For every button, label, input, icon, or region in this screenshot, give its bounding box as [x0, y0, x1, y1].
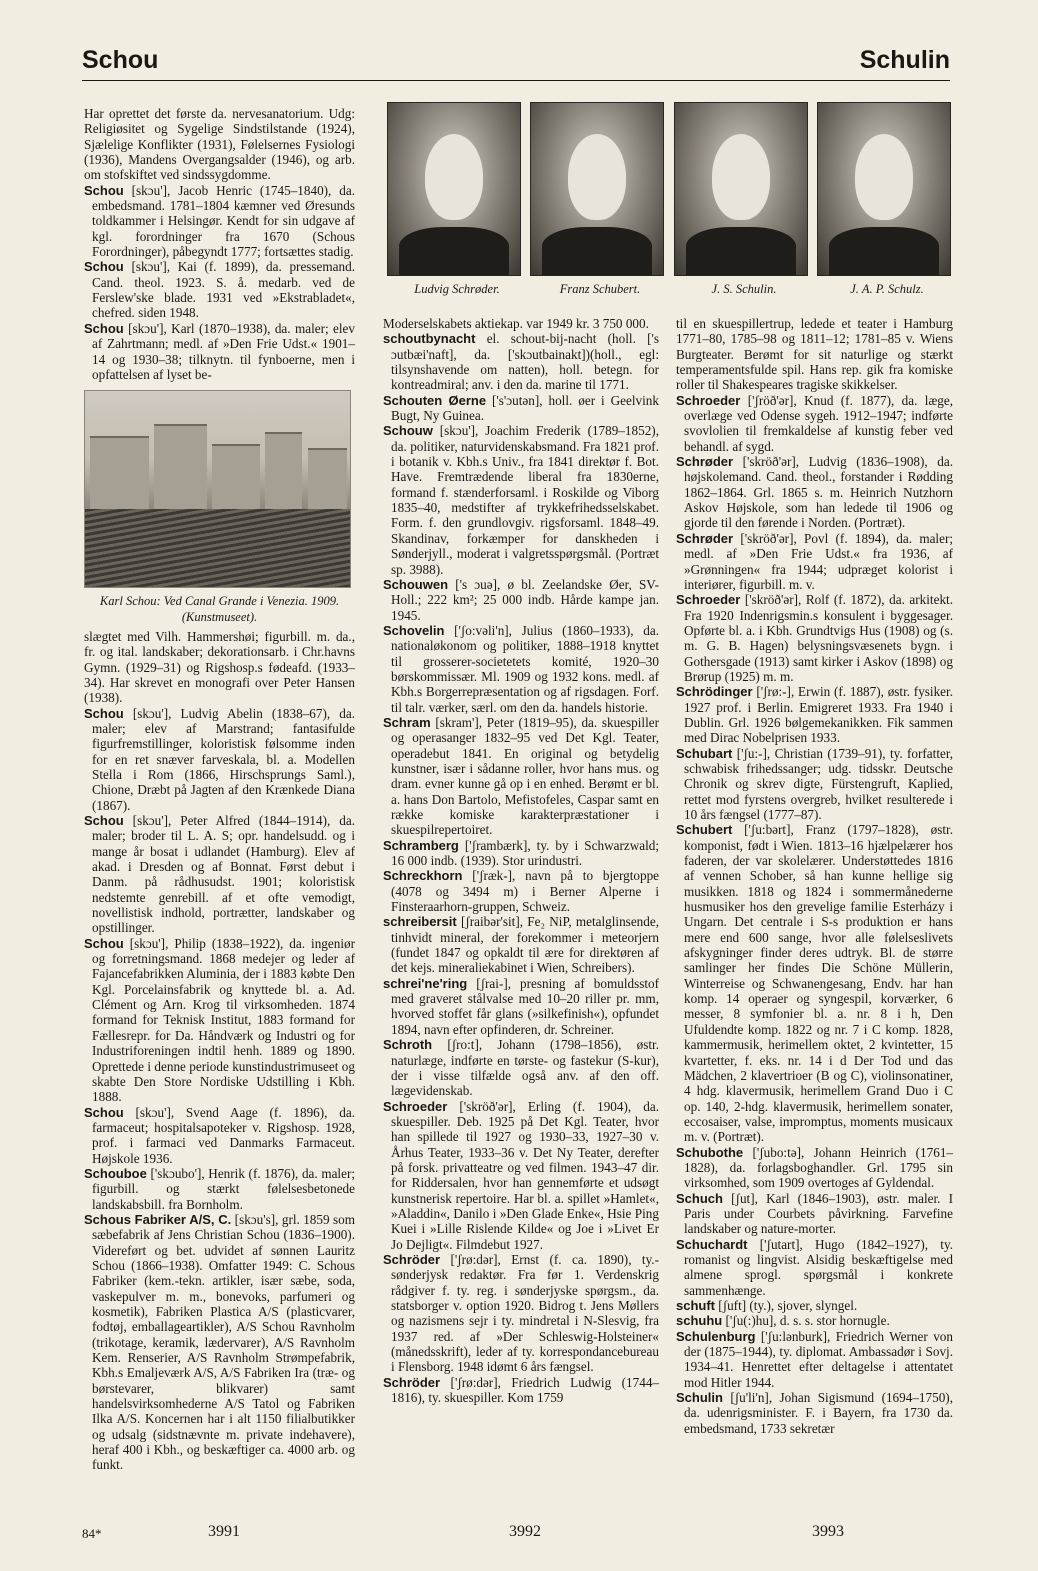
- entry-text: [ʃrai-], presning af bomuldsstof med graveret stålvalse med 10–20 riller pr. mm, hvorved stoffet får glans (»silkefinish«), opfundet 1894, navn efter opfinderen, dr. Schreiner.: [391, 975, 659, 1037]
- dictionary-entry: [383, 1375, 659, 1406]
- dictionary-entry: [84, 1212, 355, 1473]
- entry-headword: Schubothe: [676, 1144, 744, 1160]
- painting-caption: Karl Schou: Ved Canal Grande i Venezia. 1909. (Kunstmuseet).: [99, 594, 340, 624]
- entry-headword: Schou: [84, 935, 124, 951]
- signature-mark: 84*: [82, 1526, 102, 1541]
- entry-headword: Schuch: [676, 1190, 723, 1206]
- dictionary-entry: [676, 822, 953, 1144]
- entry-text: [skɔu'], Joachim Frederik (1789–1852), da. politiker, naturvidenskabsmand. Fra 1821 prof. i botanik v. Kbh.s Univ., fra 1841 direktør f. Bot. Have. Fremtrædende liberal fra 1830erne, formand f. stænderforsaml. i Roskilde og Viborg 1835–40, medstifter af trykkefrihedsselskabet. Form. f. den grundlovgiv. rigsforsaml. 1848–49. Skandinav, forkæmper for danskheden i Sønderjyll., moderat i valgretsspørgsmål. (Portræt sp. 3988).: [391, 423, 659, 577]
- entry-headword: schoutbynacht: [383, 331, 476, 347]
- entry-text: ['ʃu:-], Christian (1739–91), ty. forfatter, schwabisk frihedssanger; udg. tidsskr. Deutsche Chronik og skrev digte, Fürstengruft, Kaplied, rettet mod fyrstens overgreb, hvilket resulterede i 10 års fængsel (1777–87).: [684, 745, 954, 822]
- dictionary-entry: [676, 316, 953, 393]
- entry-headword: Schramberg: [383, 837, 459, 853]
- entry-text: ['ʃrambærk], ty. by i Schwarzwald; 16 000 indb. (1939). Stor urindustri.: [391, 837, 659, 869]
- entry-text: [skɔu'], Karl (1870–1938), da. maler; elev af Zahrtmann; medl. af »Den Frie Udst.« 1901–14 og 1930–38; tilknytn. til fynboerne, men i opfattelsen af lyset be-: [92, 320, 355, 382]
- entry-text: ['skröð'ər], Povl (f. 1894), da. maler; medl. af »Den Frie Udst.« fra 1936, af »Grønningen« fra 1944; udpræget kolorist i interiører, figurbill. m. v.: [684, 530, 953, 592]
- portrait-caption: Franz Schubert.: [559, 282, 641, 296]
- entry-headword: Schous Fabriker A/S, C.: [84, 1211, 232, 1227]
- entry-headword: Schou: [84, 1104, 124, 1120]
- entry-text: [skɔu's], grl. 1859 som sæbefabrik af Jens Christian Schou (1836–1900). Videreført og bet. udvidet af sønnen Lauritz Schou (1866–1938). Omfatter 1949: C. Schous Fabriker (kem.-tekn. artikler, især sæbe, soda, vaskepulver m. m., bonevoks, parfumeri og kosmetik), Fabriken Plastica A/S (plasticvarer, fodtøj, emballageartikler), A/S Schou Ravnholm (trikotage, keramik, lædervarer), A/S Ravnholm Kem. Renserier, A/S Ravnholm Strømpefabrik, Kbh.s Emaljeværk A/S, A/S Fabriken Ira (træ- og børstevarer, blikvarer) samt handelsvirksomhederne A/S Tatol og Fabriken Ilka A/S. Koncernen har i alt 1150 filialbutikker og udsalg (sidstnævnte m. private indehavere), heraf 400 i Kbh., og beskæftiger ca. 4000 arb. og funkt.: [92, 1211, 355, 1473]
- entry-text: ['ʃubo:tə], Johann Heinrich (1761–1828), da. forlagsboghandler. Grl. 1795 sin virksomhed, som 1909 overtoges af Gyldendal.: [684, 1144, 954, 1191]
- dictionary-entry: [676, 531, 953, 592]
- header-rule: [82, 80, 950, 81]
- entry-text: Har oprettet det første da. nervesanatorium. Udg: Religiøsitet og Sygelige Sindstilstande (1924), Sjælelige Konflikter (1931), Følelsernes Fysiologi (1936), Mandens Overgangsalder (1946), og arb. om stofskiftet ved sindssygdomme.: [84, 106, 355, 183]
- entry-text: ['skɔubo'], Henrik (f. 1876), da. maler; figurbill. og stærkt følelsesbetonede landskabsbill. fra Bornholm.: [92, 1165, 356, 1212]
- entry-text: [skɔu'], Kai (f. 1899), da. pressemand. Cand. theol. 1923. S. å. medarb. ved de Ferslew'ske blade. 1931 ved »Ekstrabladet«, chefred. siden 1948.: [92, 259, 356, 321]
- entry-headword: Schouwen: [383, 576, 449, 592]
- dictionary-entry: [676, 1191, 953, 1237]
- dictionary-entry: [84, 259, 355, 320]
- entry-headword: Schrøder: [676, 530, 734, 546]
- entry-text: ['skröð'ər], Erling (f. 1904), da. skuespiller. Deb. 1925 på Det Kgl. Teater, hvor han spillede til 1927 og 1930–33, 1927–30 v. Århus Teater, 1933–36 v. Det Ny Teater, derefter på forsk. privatteatre og ved filmen. 1943–47 dir. for Riddersalen, hvor han gennemførte et udsøgt kunstnerisk repertoire. Har bl. a. spillet »Hamlet«, »Aladdin«, Danilo i »Den Glade Enke«, Hsie Ping Kuei i »Lille Rislende Kilde« og Joe i »Livet Er Jo Dejligt«. Filmdebut 1927.: [391, 1098, 660, 1252]
- dictionary-entry: [676, 1298, 953, 1313]
- entry-headword: Schroeder: [676, 592, 741, 608]
- dictionary-entry: [676, 684, 953, 745]
- dictionary-entry: [84, 629, 355, 706]
- portrait-schulz: [817, 102, 951, 276]
- portrait-schulin: [674, 102, 808, 276]
- entry-text: ['ʃröð'ər], Knud (f. 1877), da. læge, overlæge ved Odense sygeh. 1912–1947; indførte svovlolien til fremkaldelse af kunstig feber ved behandl. af sygd.: [684, 392, 953, 454]
- entry-headword: Schröder: [383, 1251, 441, 1267]
- entry-text: [ʃraibər'sit], Fe₂ NiP, metalglinsende, tinhvidt mineral, der forekommer i meteorjern (fundet 1847 og opkaldt til ære for direktøren af det kejs. mineraliekabinet i Wien, Schreibers).: [391, 914, 660, 976]
- entry-text: ['s ɔuə], ø bl. Zeelandske Øer, SV-Holl.; 222 km²; 25 000 indb. Hårde kampe jan. 1945.: [391, 576, 659, 623]
- dictionary-entry: [84, 1166, 355, 1212]
- entry-text: ['ʃrø:-], Erwin (f. 1887), østr. fysiker. 1927 prof. i Berlin. Emigreret 1933. Fra 1940 i Dublin. Grl. 1926 bølgemekanikken. Fik sammen med Dirac Nobelprisen 1933.: [684, 684, 953, 746]
- running-head-left: Schou: [82, 46, 159, 74]
- entry-headword: Schreckhorn: [383, 868, 463, 884]
- entry-headword: Schouten Øerne: [383, 392, 487, 408]
- dictionary-entry: [676, 1313, 953, 1328]
- entry-headword: schrei'ne'ring: [383, 975, 468, 991]
- dictionary-entry: [676, 1145, 953, 1191]
- entry-headword: Schroeder: [676, 392, 741, 408]
- dictionary-entry: [84, 106, 355, 183]
- column-1-entries-bottom: [84, 629, 355, 1473]
- entry-text: til en skuespillertrup, ledede et teater i Hamburg 1771–80, 1785–98 og 1811–12; 1781–85 v. Wiens Burgteater. Berømt for sit naturlige og stærkt temperamentsfulde spil. Hans rep. gik fra komiske roller til Shakespeares tragiske skikkelser.: [676, 316, 953, 393]
- column-1: [84, 106, 355, 1473]
- entry-text: ['ʃo:vəli'n], Julius (1860–1933), da. nationaløkonom og politiker, 1888–1918 knyttet til grosserer-societetets komité, 1920–30 børskommissær. Ml. 1909 og 1932 kons. medl. af Kbh.s Borgerrepræsentation og af rigsdagen. Forf. til talr. værker, særl. om den da. handels historie.: [391, 622, 660, 715]
- entry-text: [ʃro:t], Johann (1798–1856), østr. naturlæge, indførte en tørste- og fastekur (S-kur), der i visse tilfælde også anv. af den off. lægevidenskab.: [391, 1037, 660, 1099]
- dictionary-entry: [383, 715, 659, 838]
- dictionary-entry: [383, 976, 659, 1037]
- entry-text: ['skröð'ər], Ludvig (1836–1908), da. højskolemand. Cand. theol., forstander i Rødding 1862–1864. Grl. 1865 s. m. Heinrich Nutzhorn Askov Højskole, som han ledede til 1906 og gjorde til den førende i Norden. (Portræt).: [684, 454, 953, 531]
- entry-text: ['ʃutart], Hugo (1842–1927), ty. romanist og lingvist. Alsidig beskæftigelse med almene sprogl. spørgsmål i konkrete sammenhænge.: [684, 1236, 953, 1298]
- dictionary-entry: [383, 868, 659, 914]
- entry-headword: Schulenburg: [676, 1328, 756, 1344]
- column-2: [383, 316, 659, 1405]
- dictionary-entry: [84, 936, 355, 1105]
- entry-text: ['s'ɔutən], holl. øer i Geelvink Bugt, Ny Guinea.: [391, 392, 659, 424]
- entry-text: ['ʃu:bərt], Franz (1797–1828), østr. komponist, født i Wien. 1813–16 hjælpelærer hos faderen, der var skolelærer. Understøttedes 1816 af vennen Schober, så han kunne hellige sig musikken. 1818 og 1824 i sommermånederne husmusiker hos den grevelige familie Esterházy i Ungarn. Det centrale i S-s produktion er hans mere end 600 sange, hvor alle følelseslivets afskygninger finder deres udtryk. Bl. de større samlinger her findes Die Schöne Müllerin, Winterreise og Schwanengesang, Endv. har han komp. 14 operaer og syngespil, korværker, 6 messer, 8 symfonier bl. a. nr. 8 i h, Den Ufuldendte komp. 1822 og nr. 7 i C komp. 1828, kammermusik, herimellem oktet, 2 kvintetter, 15 kvartetter, f. eks. nr. 14 i d Der Tod und das Mädchen, 2 klavertrioer (B og C), violinsonatiner, 4 hdg. klavermusik, herimellem Grand Duo i C op. 140, 2-hdg. klavermusik, herimellem sonater, eccosaiser, valse, impromptus, moments musicaux m. v. (Portræt).: [684, 822, 953, 1145]
- entry-headword: Schouboe: [84, 1165, 147, 1181]
- painting-image: [84, 390, 351, 588]
- entry-headword: Schulin: [676, 1390, 723, 1406]
- entry-headword: Schubert: [676, 822, 733, 838]
- page-number: 3992: [509, 1523, 541, 1540]
- page-number: 3993: [812, 1523, 844, 1540]
- dictionary-entry: [676, 1237, 953, 1298]
- dictionary-entry: [383, 423, 659, 576]
- dictionary-entry: [383, 1099, 659, 1252]
- entry-text: ['ʃræk-], navn på to bjergtoppe (4078 og 3494 m) i Berner Alperne i Finsteraarhorn-gruppen, Schweiz.: [391, 868, 660, 915]
- dictionary-entry: [383, 393, 659, 424]
- dictionary-entry: [383, 331, 659, 392]
- entry-text: ['skröð'ər], Rolf (f. 1872), da. arkitekt. Fra 1920 Indenrigsmin.s konsulent i byggesager. Opførte bl. a. i Kbh. Grundtvigs Hus (1908) og (s. m. G. B. Hagen) belysningsvæsenets bygn. i Gothersgade (1913) samt kirker i Askov (1898) og Brørup (1925) m. m.: [684, 592, 954, 684]
- portrait-strip: [387, 102, 951, 274]
- entry-text: [ʃut], Karl (1846–1903), østr. maler. I Paris under Courbets påvirkning. Farvefine landskaber og nature-morter.: [684, 1190, 953, 1237]
- dictionary-entry: [383, 838, 659, 869]
- column-1-entries-top: [84, 106, 355, 382]
- entry-text: [skɔu'], Peter Alfred (1844–1914), da. maler; broder til L. A. S; opr. handelsudd. og i mange år bosat i udlandet (Hamburg). Elev af akad. i Dresden og af Bonnat. Først debut i Danm. på rådhusudst. 1901; koloristisk nedstemte genrebill. af et ofte vemodigt, novellistisk indhold, portrætter, landskaber og opstillinger.: [92, 813, 355, 936]
- portrait-schroder: [387, 102, 521, 276]
- entry-text: [skɔu'], Jacob Henric (1745–1840), da. embedsmand. 1781–1804 kæmner ved Øresunds toldkammer i Helsingør. Kendt for sin udgave af kgl. forordninger fra 1670 (Schous Forordninger), påbegyndt 1777; fortsættes stadig.: [92, 182, 356, 260]
- entry-text: [skɔu'], Svend Aage (f. 1896), da. farmaceut; hospitalsapoteker v. Rigshosp. 1928, prof. i farmaci ved Danmarks Farmaceut. Højskole 1936.: [92, 1104, 355, 1166]
- entry-text: [skram'], Peter (1819–95), da. skuespiller og operasanger 1832–95 ved Det Kgl. Teater, operadebut 1841. En original og betydelig kunstner, især i sådanne roller, hvor hans mus. og dram. evner kunne gå op i en enhed. Berømt er bl. a. hans Don Bartolo, Mefistofeles, Caspar samt en række komiske karakterpræstationer i skuespilrepertoiret.: [391, 714, 659, 838]
- entry-headword: schuhu: [676, 1313, 723, 1329]
- entry-headword: Schou: [84, 705, 124, 721]
- entry-headword: Schröder: [383, 1374, 441, 1390]
- portrait-schubert: [530, 102, 664, 276]
- running-head-right: Schulin: [859, 46, 950, 74]
- entry-headword: Schuchardt: [676, 1236, 748, 1252]
- entry-headword: Schroth: [383, 1037, 433, 1053]
- entry-headword: Schrödinger: [676, 684, 753, 700]
- entry-text: [ʃu'li'n], Johan Sigismund (1694–1750), da. udenrigsminister. F. i Bayern, fra 1730 da. embedsmand, 1733 sekretær: [684, 1390, 953, 1436]
- dictionary-entry: [383, 1252, 659, 1375]
- entry-text: [ʃuft] (ty.), sjover, slyngel.: [718, 1298, 858, 1313]
- entry-text: ['ʃrø:dər], Ernst (f. ca. 1890), ty.-sønderjysk redaktør. Fra før 1. Verdenskrig rådgiver f. ty. reg. i sønderjyske spørgsm., da. statsborger v. option 1920. Bidrog t. Jens Møllers og nazismens sejr i ty. mindretal i N-Slesvig, fra 1937 red. af »Der Schleswig-Holsteiner« (månedsskrift), leder af ty. korrespondancebureau i Flensborg. 1948 idømt 6 års fængsel.: [391, 1251, 659, 1375]
- portrait-caption: J. A. P. Schulz.: [850, 282, 924, 296]
- entry-text: ['ʃrø:dər], Friedrich Ludwig (1744–1816), ty. skuespiller. Kom 1759: [391, 1374, 660, 1406]
- dictionary-entry: [84, 1105, 355, 1166]
- entry-text: [skɔu'], Philip (1838–1922), da. ingeniør og forretningsmand. 1868 medejer og leder af Fajancefabrikken Aluminia, der i 1883 købte Den Kgl. Porcelainsfabrik og knyttede bl. a. Ad. Clément og Arn. Krog til virksomheden. 1874 formand for Teknisk Institut, 1883 formand for Fællesrepr. for Da. Håndværk og Industri og for Industriforeningen indtil henh. 1889 og 1890. Oprettede i denne periode kunstindustrimuseet og skabte Den Store Nordiske Udstilling i Kbh. 1888.: [92, 935, 355, 1105]
- dictionary-entry: [676, 746, 953, 823]
- entry-headword: Schou: [84, 813, 124, 828]
- dictionary-entry: [676, 393, 953, 454]
- dictionary-entry: [676, 1390, 953, 1436]
- entry-text: el. schout-bij-nacht (holl. ['s ɔutbæi'naft], da. ['skɔutbainakt])(holl., egl: tilsynshavende om natten), holl. betegn. for kontreadmiral; anv. i den da. marine til 1771.: [391, 331, 659, 393]
- entry-headword: Schou: [84, 182, 124, 198]
- entry-text: Moderselskabets aktiekap. var 1949 kr. 3 750 000.: [383, 316, 649, 331]
- page-number: 3991: [208, 1523, 240, 1540]
- entry-headword: Schouw: [383, 423, 433, 439]
- dictionary-entry: [84, 183, 355, 260]
- entry-text: ['ʃu:lənburk], Friedrich Werner von der (1875–1944), ty. diplomat. Ambassadør i Sovj. 1934–41. Henrettet efter deltagelse i attentatet mod Hitler 1944.: [684, 1328, 953, 1390]
- entry-headword: Schroeder: [383, 1098, 448, 1114]
- dictionary-entry: [84, 813, 355, 936]
- column-3: [676, 316, 953, 1436]
- entry-headword: schuft: [676, 1298, 715, 1313]
- dictionary-entry: [84, 706, 355, 813]
- portrait-caption: J. S. Schulin.: [711, 282, 777, 296]
- entry-headword: Schubart: [676, 745, 733, 761]
- entry-text: ['ʃu(:)hu], d. s. s. stor hornugle.: [725, 1313, 890, 1329]
- dictionary-entry: [383, 914, 659, 975]
- dictionary-entry: [676, 454, 953, 531]
- dictionary-entry: [383, 577, 659, 623]
- dictionary-entry: [383, 623, 659, 715]
- entry-text: [skɔu'], Ludvig Abelin (1838–67), da. maler; elev af Marstrand; fantasifulde figurfremstillinger, koloristisk følsomme inden for en ret snæver farveskala, bl. a. Modellen Stella i Rom (1866, Hirschsprungs Saml.), Chione, Dræbt på Jagten af den Krænkede Diana (1867).: [92, 705, 355, 813]
- entry-text: slægtet med Vilh. Hammershøi; figurbill. m. da., fr. og ital. landskaber; dekorationsarb. i Chr.havns Gymn. (1929–31) og Rigshosp.s fødeafd. (1933–34). Har skrevet en monografi over Peter Hansen (1938).: [84, 628, 355, 706]
- dictionary-entry: [676, 1329, 953, 1390]
- dictionary-entry: [383, 316, 659, 331]
- entry-headword: schreibersit: [383, 914, 457, 930]
- dictionary-entry: [676, 592, 953, 684]
- dictionary-entry: [383, 1037, 659, 1098]
- entry-headword: Schram: [383, 714, 431, 730]
- entry-headword: Schou: [84, 259, 124, 275]
- entry-headword: Schrøder: [676, 454, 734, 470]
- portrait-caption: Ludvig Schrøder.: [414, 282, 500, 296]
- dictionary-entry: [84, 321, 355, 382]
- painting-figure: [84, 390, 355, 625]
- entry-headword: Schovelin: [383, 622, 445, 638]
- entry-headword: Schou: [84, 320, 124, 336]
